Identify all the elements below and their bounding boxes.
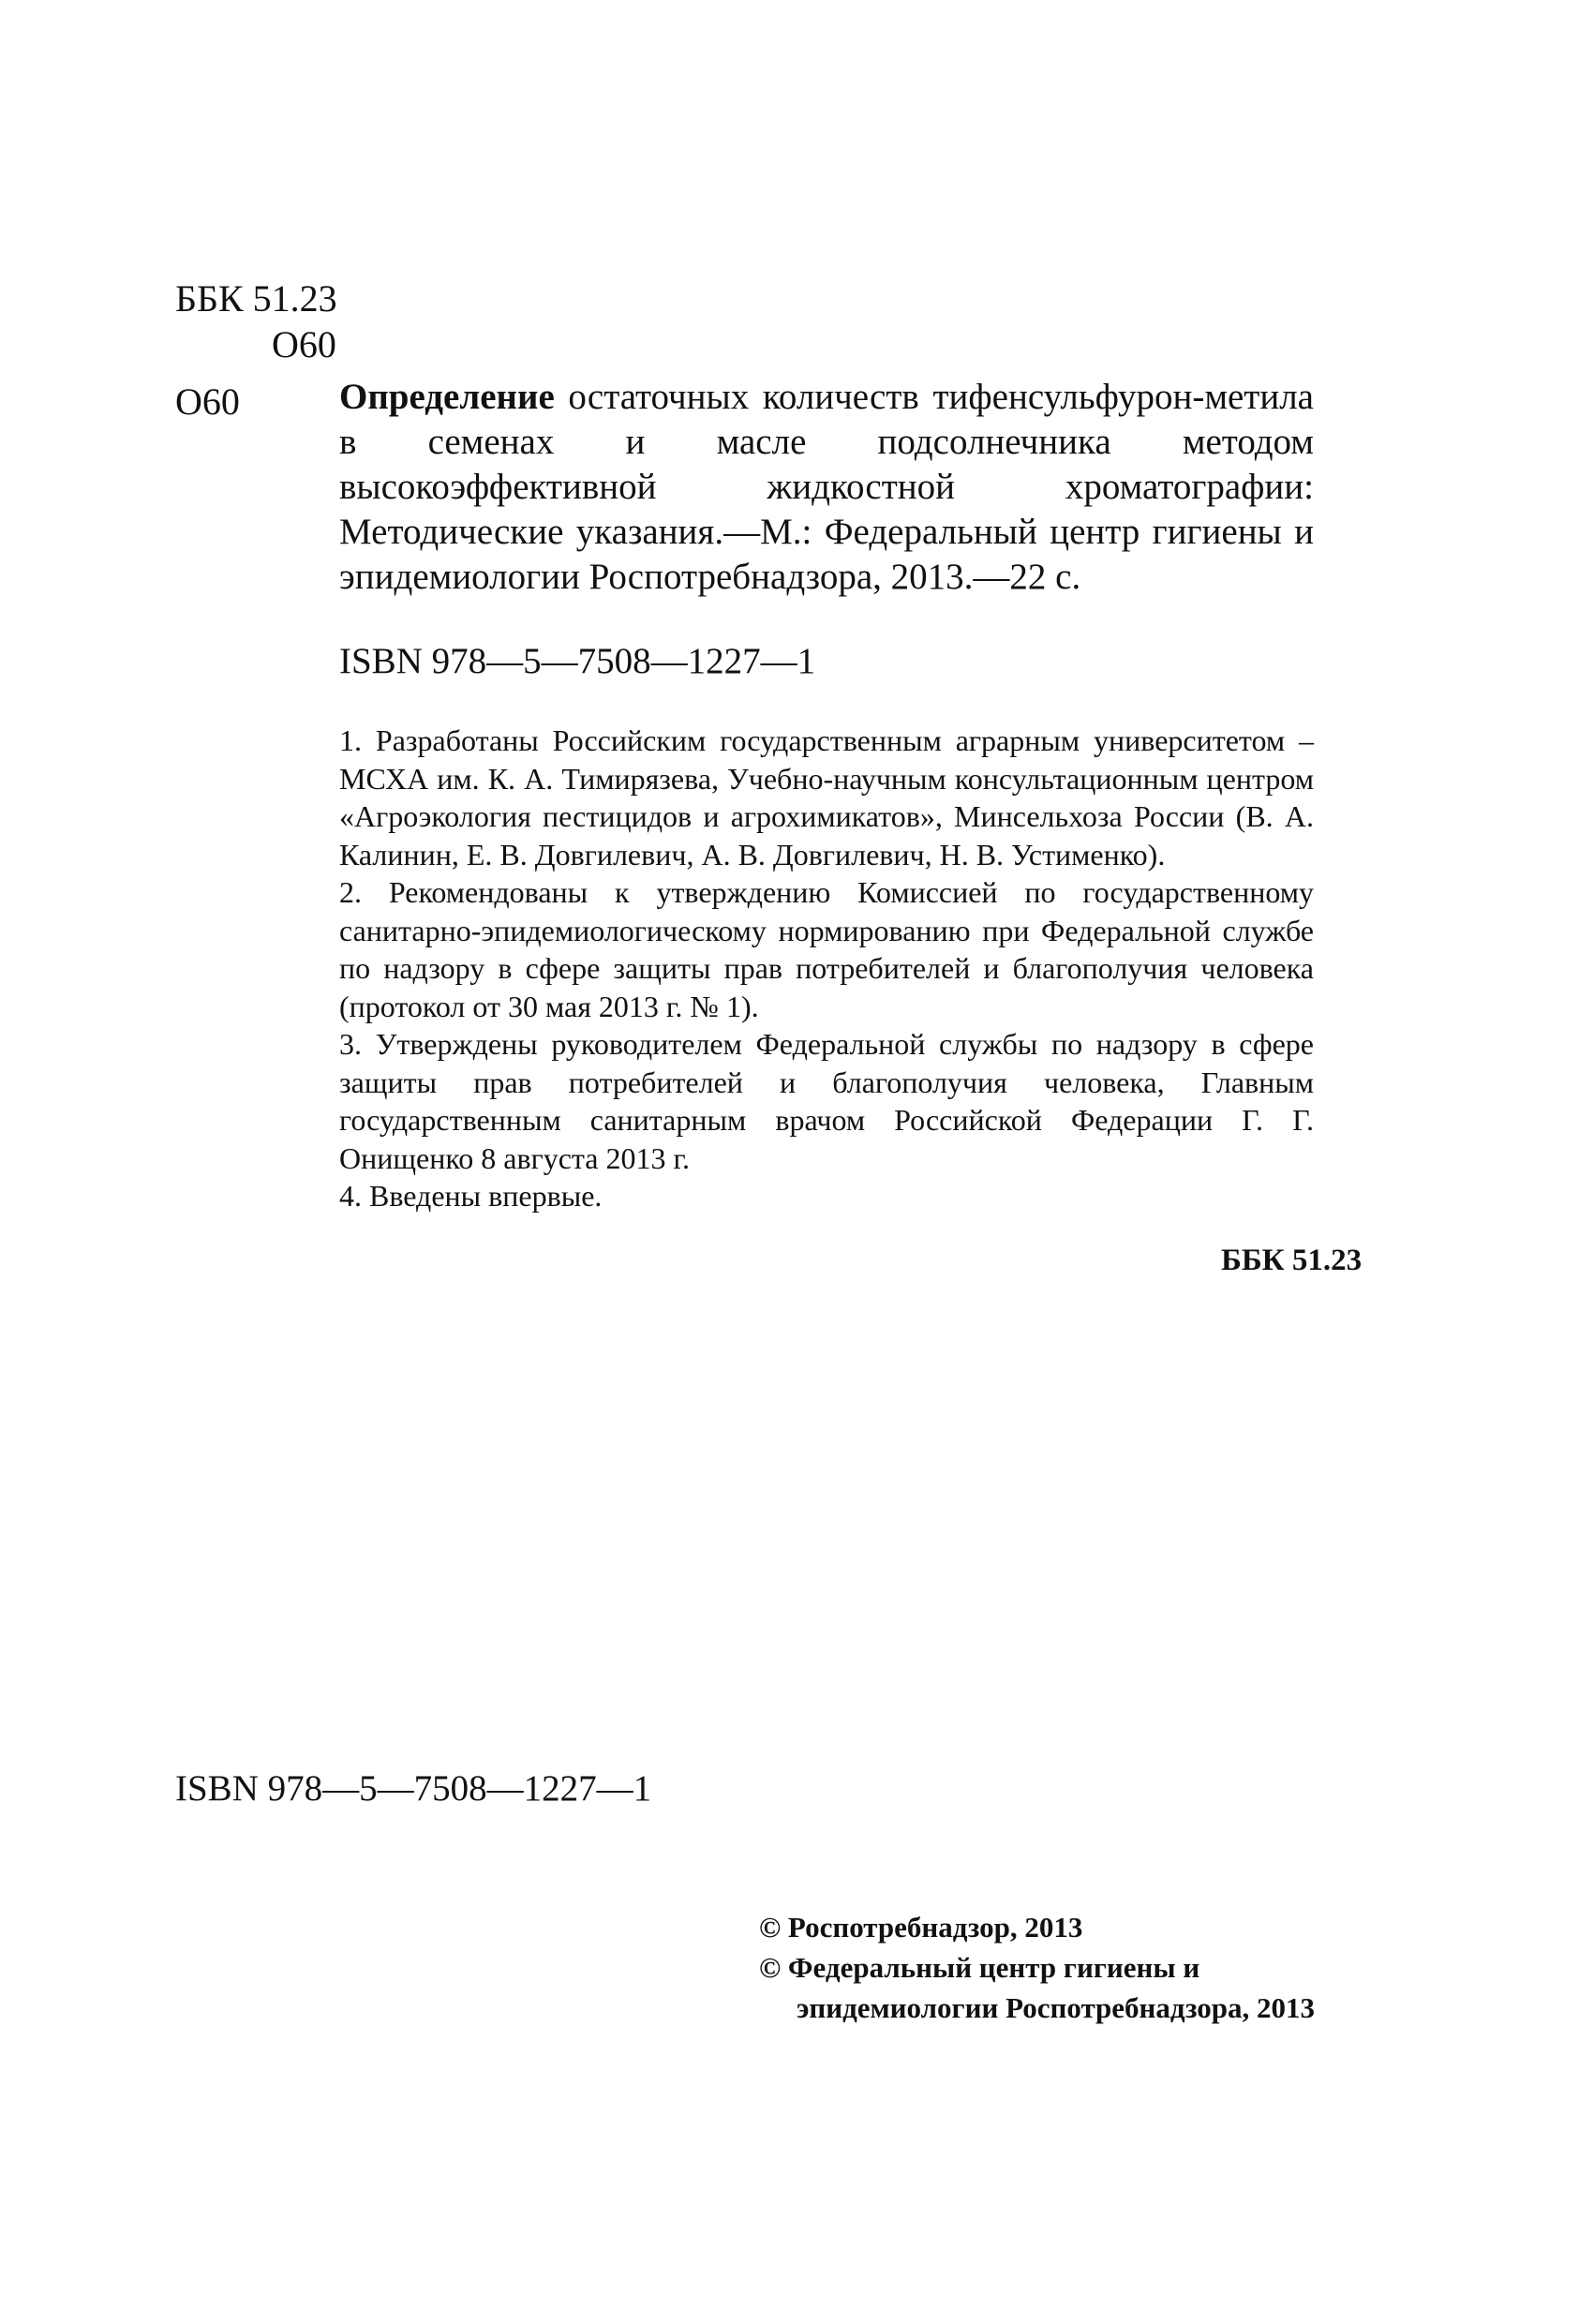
note-item-1 [339,722,1314,873]
note-number: 2. [339,875,362,909]
record-lead-word: Определение [339,377,555,417]
bbk-classification-right: ББК 51.23 [1221,1244,1363,1277]
author-mark-top: О60 [272,323,336,365]
record-body-text: остаточных количеств тифенсульфурон-метила в семенах и масле подсолнечника методом высокоэффективной жидкостной хроматографии: Методические указания.—М.: Федеральный центр гигиены и эпидемиологии Роспотребнадзора, 2013.—22 с. [339,377,1314,597]
note-number: 3. [339,1027,362,1061]
note-item-2 [339,873,1314,1025]
author-mark-left: О60 [175,380,240,423]
copyright-block [759,1907,1471,2028]
copyright-line-1: © Роспотребнадзор, 2013 [759,1911,1083,1944]
development-notes [339,722,1314,1215]
note-text: Рекомендованы к утверждению Комиссией по государственному санитарно-эпидемиологическому нормированию при Федеральной службе по надзору в сфере защиты прав потребителей и благополучия человека (протокол от 30 мая 2013 г. № 1). [339,875,1314,1023]
note-number: 4. [339,1179,362,1213]
bibliographic-record [339,375,1314,600]
isbn-main: ISBN 978—5—7508—1227—1 [339,641,816,681]
note-item-3 [339,1025,1314,1177]
copyright-line-3: эпидемиологии Роспотребнадзора, 2013 [797,1991,1315,2024]
note-text: Разработаны Российским государственным аграрным университетом – МСХА им. К. А. Тимирязева, Учебно-научным консультационным центром «Агроэкология пестицидов и агрохимикатов», Минсельхоза России (В. А. Калинин, Е. В. Довгилевич, А. В. Довгилевич, Н. В. Устименко). [339,723,1315,872]
note-item-4 [339,1177,1314,1215]
note-text: Утверждены руководителем Федеральной службы по надзору в сфере защиты прав потребителей и благополучия человека, Главным государственным санитарным врачом Российской Федерации Г. Г. Онищенко 8 августа 2013 г. [339,1027,1315,1175]
isbn-bottom: ISBN 978—5—7508—1227—1 [175,1768,652,1809]
bbk-classification-top: ББК 51.23 [175,277,337,320]
note-number: 1. [339,723,362,757]
copyright-line-2: © Федеральный центр гигиены и [759,1951,1200,1984]
note-text: Введены впервые. [369,1179,603,1213]
